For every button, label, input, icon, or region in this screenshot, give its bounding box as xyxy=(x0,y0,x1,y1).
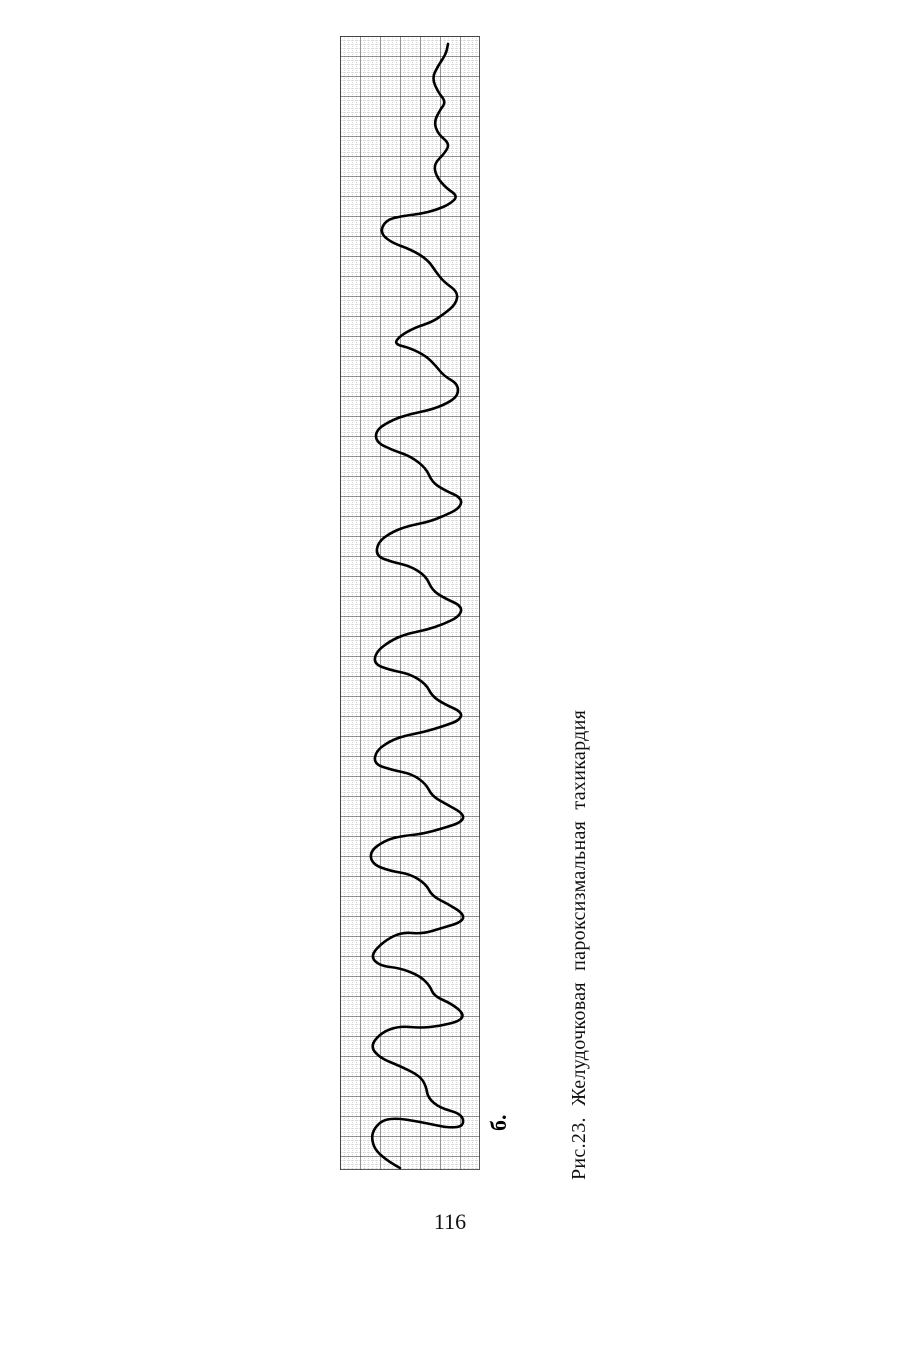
page-number: 116 xyxy=(433,1209,467,1234)
figure-caption: Рис.23. Желудочковая пароксизмальная тахикардия xyxy=(568,709,590,1180)
ecg-figure xyxy=(340,36,511,1170)
ecg-strip xyxy=(340,36,511,1170)
ecg-grid xyxy=(340,36,480,1170)
strip-label: б. xyxy=(486,1114,511,1131)
